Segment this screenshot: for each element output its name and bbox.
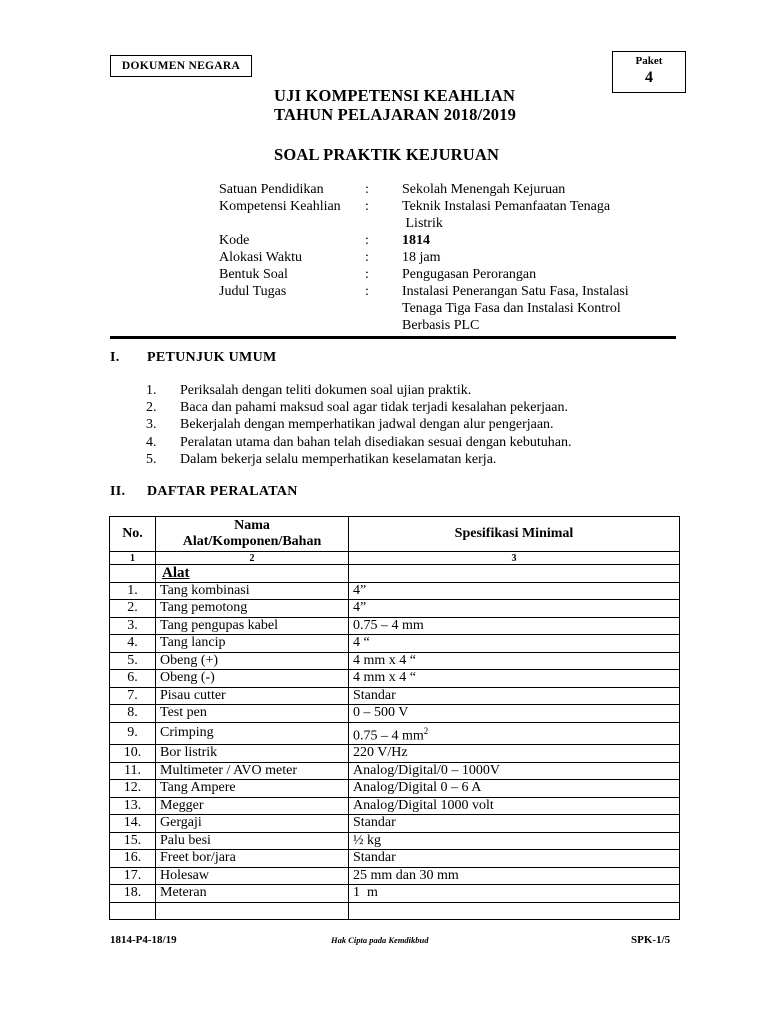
row-spec-text: 1 m	[353, 885, 378, 901]
header-name	[156, 517, 349, 552]
paket-number: 4	[645, 69, 653, 86]
info-value: 18 jam	[402, 250, 441, 265]
row-spec-cell	[349, 670, 680, 688]
row-spec-cell	[349, 582, 680, 600]
footer-copyright: Hak Cipta pada Kemdikbud	[331, 935, 429, 945]
row-spec-cell	[349, 762, 680, 780]
exam-title-line2: TAHUN PELAJARAN 2018/2019	[274, 105, 517, 124]
row-name-cell: Multimeter / AVO meter	[156, 762, 349, 780]
row-number-cell: 18.	[110, 885, 156, 903]
info-row-judul-cont	[219, 300, 672, 317]
row-spec-cell	[349, 745, 680, 763]
row-number-cell: 11.	[110, 762, 156, 780]
row-spec-cell	[349, 832, 680, 850]
section-title: PETUNJUK UMUM	[147, 350, 277, 365]
row-name-cell: Meteran	[156, 885, 349, 903]
info-key: Kompetensi Keahlian	[219, 199, 341, 214]
row-name-cell: Obeng (+)	[156, 652, 349, 670]
info-row-kompetensi-cont	[219, 215, 672, 232]
row-spec-cell	[349, 867, 680, 885]
equipment-table	[109, 516, 680, 920]
list-item: 4. Peralatan utama dan bahan telah disediakan sesuai dengan kebutuhan.	[146, 434, 572, 450]
table-row	[110, 832, 680, 850]
info-row-kode	[219, 232, 672, 249]
table-row	[110, 797, 680, 815]
row-number-cell	[110, 902, 156, 920]
table-row	[110, 722, 680, 745]
info-value: Sekolah Menengah Kejuruan	[402, 182, 566, 197]
row-spec-text: 25 mm dan 30 mm	[353, 867, 459, 883]
paket-label: Paket	[635, 55, 663, 67]
row-spec-text: Standar	[353, 687, 396, 703]
row-name-cell: Tang pengupas kabel	[156, 617, 349, 635]
table-row	[110, 582, 680, 600]
section-number: II.	[110, 484, 126, 499]
info-key: Kode	[219, 233, 250, 248]
table-row	[110, 687, 680, 705]
row-spec-cell	[349, 722, 680, 745]
row-spec-text: 4”	[353, 600, 367, 616]
info-key: Bentuk Soal	[219, 267, 288, 282]
info-sep: :	[365, 267, 369, 282]
header-name-line1: Nama	[234, 518, 270, 533]
row-spec-text: Standar	[353, 815, 396, 831]
row-spec-cell	[349, 815, 680, 833]
row-number-cell: 8.	[110, 705, 156, 723]
row-spec-superscript: 2	[423, 725, 429, 736]
table-row	[110, 652, 680, 670]
info-value: Pengugasan Perorangan	[402, 267, 537, 282]
exam-title-line1: UJI KOMPETENSI KEAHLIAN	[274, 86, 516, 105]
row-number-cell: 2.	[110, 600, 156, 618]
group-spec-cell	[349, 565, 680, 583]
info-key: Alokasi Waktu	[219, 250, 302, 265]
row-spec-cell	[349, 687, 680, 705]
paket-box	[612, 51, 686, 93]
row-number-cell: 12.	[110, 780, 156, 798]
row-spec-cell	[349, 780, 680, 798]
row-spec-text: 4 mm x 4 “	[353, 652, 416, 668]
table-row	[110, 670, 680, 688]
table-row	[110, 762, 680, 780]
row-name-cell: Obeng (-)	[156, 670, 349, 688]
row-spec-text: Standar	[353, 850, 396, 866]
footer-document-code: 1814-P4-18/19	[110, 934, 177, 946]
row-name-cell: Gergaji	[156, 815, 349, 833]
info-value-continued: Listrik	[402, 216, 443, 231]
table-row	[110, 617, 680, 635]
index-cell: 2	[156, 552, 349, 565]
table-row	[110, 850, 680, 868]
row-name-cell: Megger	[156, 797, 349, 815]
row-spec-text: 4 “	[353, 635, 370, 651]
row-name-cell: Bor listrik	[156, 745, 349, 763]
table-index-row	[110, 552, 680, 565]
info-row-bentuk	[219, 266, 672, 283]
info-key: Satuan Pendidikan	[219, 182, 324, 197]
group-label: Alat	[156, 565, 349, 583]
row-name-cell: Pisau cutter	[156, 687, 349, 705]
header-name-line2: Alat/Komponen/Bahan	[182, 534, 322, 549]
table-group-row	[110, 565, 680, 583]
row-name-cell: Test pen	[156, 705, 349, 723]
row-spec-cell	[349, 652, 680, 670]
row-spec-cell	[349, 885, 680, 903]
row-spec-text: Analog/Digital 1000 volt	[353, 797, 494, 813]
table-row	[110, 705, 680, 723]
table-row	[110, 635, 680, 653]
group-no-cell	[110, 565, 156, 583]
table-row	[110, 902, 680, 920]
index-cell: 3	[349, 552, 680, 565]
info-row-satuan	[219, 181, 672, 198]
row-spec-text: 0.75 – 4 mm	[353, 617, 424, 633]
row-number-cell: 16.	[110, 850, 156, 868]
row-spec-text: 220 V/Hz	[353, 745, 408, 761]
row-number-cell: 7.	[110, 687, 156, 705]
info-row-judul-cont2	[219, 317, 672, 334]
info-row-kompetensi	[219, 198, 672, 215]
list-item: 2. Baca dan pahami maksud soal agar tidak terjadi kesalahan pekerjaan.	[146, 400, 568, 416]
row-name-cell: Tang lancip	[156, 635, 349, 653]
row-spec-cell	[349, 705, 680, 723]
row-name-cell: Freet bor/jara	[156, 850, 349, 868]
info-row-judul	[219, 283, 672, 300]
section-title: DAFTAR PERALATAN	[147, 484, 298, 499]
row-spec-text: 4”	[353, 582, 367, 598]
row-number-cell: 13.	[110, 797, 156, 815]
row-name-cell: Tang pemotong	[156, 600, 349, 618]
row-spec-cell	[349, 600, 680, 618]
row-number-cell: 4.	[110, 635, 156, 653]
row-name-cell: Palu besi	[156, 832, 349, 850]
info-value-continued: Berbasis PLC	[402, 318, 480, 333]
table-row	[110, 885, 680, 903]
row-number-cell: 3.	[110, 617, 156, 635]
info-key: Judul Tugas	[219, 284, 287, 299]
list-item: 1. Periksalah dengan teliti dokumen soal ujian praktik.	[146, 383, 472, 398]
table-row	[110, 600, 680, 618]
header-divider	[110, 336, 676, 339]
info-sep: :	[365, 250, 369, 265]
row-spec-text: 4 mm x 4 “	[353, 670, 416, 686]
section-heading-petunjuk	[110, 350, 277, 366]
row-spec-cell	[349, 617, 680, 635]
row-name-cell: Crimping	[156, 722, 349, 745]
info-value: Instalasi Penerangan Satu Fasa, Instalasi	[402, 284, 629, 299]
row-number-cell: 6.	[110, 670, 156, 688]
info-sep: :	[365, 284, 369, 299]
row-spec-text: 0.75 – 4 mm	[353, 728, 424, 744]
info-value-continued: Tenaga Tiga Fasa dan Instalasi Kontrol	[402, 301, 621, 316]
row-number-cell: 14.	[110, 815, 156, 833]
info-sep: :	[365, 233, 369, 248]
section-number: I.	[110, 350, 120, 365]
row-spec-text: ½ kg	[353, 832, 381, 848]
row-number-cell: 10.	[110, 745, 156, 763]
exam-subtitle: SOAL PRAKTIK KEJURUAN	[274, 145, 500, 164]
info-value: Teknik Instalasi Pemanfaatan Tenaga	[402, 199, 611, 214]
index-cell: 1	[110, 552, 156, 565]
row-spec-text: Analog/Digital/0 – 1000V	[353, 762, 500, 778]
row-name-cell: Holesaw	[156, 867, 349, 885]
list-item: 3. Bekerjalah dengan memperhatikan jadwal dengan alur pengerjaan.	[146, 417, 554, 433]
row-spec-cell	[349, 850, 680, 868]
section-heading-peralatan	[110, 484, 298, 500]
instructions-list	[146, 382, 571, 468]
row-spec-cell	[349, 797, 680, 815]
row-number-cell: 1.	[110, 582, 156, 600]
row-spec-cell	[349, 635, 680, 653]
row-spec-text: 0 – 500 V	[353, 705, 409, 721]
table-header-row	[110, 517, 680, 552]
table-row	[110, 815, 680, 833]
header-spec: Spesifikasi Minimal	[349, 517, 680, 552]
row-name-cell: Tang Ampere	[156, 780, 349, 798]
row-spec-text: Analog/Digital 0 – 6 A	[353, 780, 482, 796]
row-number-cell: 17.	[110, 867, 156, 885]
row-name-cell	[156, 902, 349, 920]
row-number-cell: 9.	[110, 722, 156, 745]
row-number-cell: 5.	[110, 652, 156, 670]
info-value: 1814	[402, 233, 430, 248]
row-number-cell: 15.	[110, 832, 156, 850]
document-classification-label: DOKUMEN NEGARA	[110, 55, 252, 77]
footer-page-number: SPK-1/5	[631, 934, 671, 946]
row-spec-cell	[349, 902, 680, 920]
header-no: No.	[110, 517, 156, 552]
info-row-alokasi	[219, 249, 672, 266]
list-item: 5. Dalam bekerja selalu memperhatikan keselamatan kerja.	[146, 451, 497, 467]
table-row	[110, 745, 680, 763]
table-row	[110, 867, 680, 885]
row-name-cell: Tang kombinasi	[156, 582, 349, 600]
info-sep: :	[365, 182, 369, 197]
exam-info-block	[219, 181, 672, 334]
info-sep: :	[365, 199, 369, 214]
table-row	[110, 780, 680, 798]
